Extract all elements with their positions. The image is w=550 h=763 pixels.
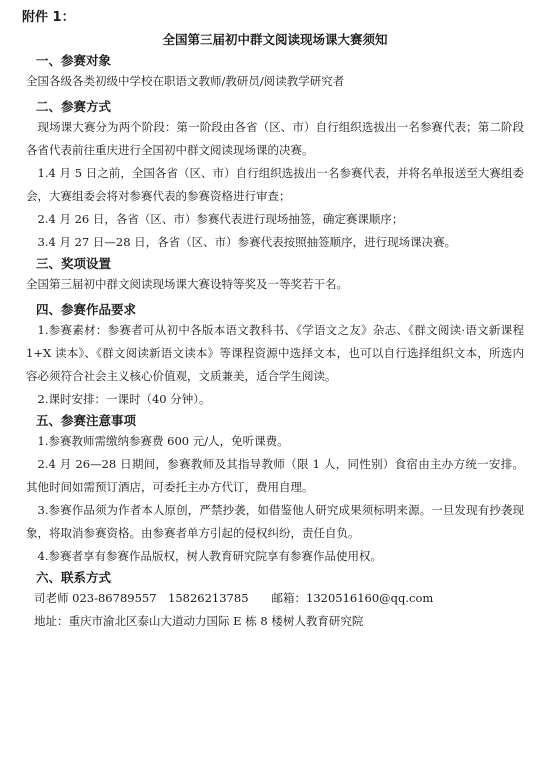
participants-text: 全国各级各类初级中学校在职语文教师/教研员/阅读教学研究者 xyxy=(26,74,345,88)
section-heading-method: 二、参赛方式 xyxy=(36,99,112,114)
section-heading-requirements: 四、参赛作品要求 xyxy=(36,302,137,317)
document-body xyxy=(26,51,524,633)
awards-text: 全国第三届初中群文阅读现场课大赛设特等奖及一等奖若干名。 xyxy=(26,277,348,291)
method-overview: 现场课大赛分为两个阶段：第一阶段由各省（区、市）自行组织选拔出一名参赛代表；第二阶段各省代表前往重庆进行全国初中群文阅读现场课的决赛。 xyxy=(26,120,524,157)
requirement-materials: 1.参赛素材：参赛者可从初中各版本语文教科书、《学语文之友》杂志、《群文阅读·语文新课程 1+X 读本》、《群文阅读新语文读本》等课程资源中选择文本，也可以自行选择组织文本，所选内容必须符合社会主义核心价值观，文质兼美，适合学生阅读。 xyxy=(26,323,524,383)
method-step-3: 3.4 月 27 日—28 日，各省（区、市）参赛代表按照抽签顺序，进行现场课决赛。 xyxy=(37,235,457,249)
note-originality: 3.参赛作品须为作者本人原创，严禁抄袭，如借鉴他人研究成果须标明来源。一旦发现有抄袭现象，将取消参赛资格。由参赛者单方引起的侵权纠纷，责任自负。 xyxy=(26,503,524,540)
method-step-1: 1.4 月 5 日之前，全国各省（区、市）自行组织选拔出一名参赛代表，并将名单报送至大赛组委会，大赛组委会将对参赛代表的参赛资格进行审查； xyxy=(26,166,524,203)
document-title: 全国第三届初中群文阅读现场课大赛须知 xyxy=(162,32,388,47)
note-accommodation: 2.4 月 26—28 日期间，参赛教师及其指导教师（限 1 人，同性别）食宿由主办方统一安排。其他时间如需预订酒店，可委托主办方代订，费用自理。 xyxy=(26,457,524,494)
note-fee: 1.参赛教师需缴纳参赛费 600 元/人，免听课费。 xyxy=(37,434,289,448)
requirement-duration: 2.课时安排：一课时（40 分钟）。 xyxy=(37,392,211,406)
attachment-label: 附件 1： xyxy=(22,10,75,25)
contact-info: 司老师 023-86789557 15826213785 邮箱：1320516160@qq.com xyxy=(34,591,434,605)
section-heading-awards: 三、奖项设置 xyxy=(36,256,112,271)
note-copyright: 4.参赛者享有参赛作品版权，树人教育研究院享有参赛作品使用权。 xyxy=(37,549,382,563)
method-step-2: 2.4 月 26 日，各省（区、市）参赛代表进行现场抽签，确定赛课顺序； xyxy=(37,212,404,226)
section-heading-notes: 五、参赛注意事项 xyxy=(36,413,137,428)
section-heading-participants: 一、参赛对象 xyxy=(36,53,112,68)
section-heading-contact: 六、联系方式 xyxy=(36,570,112,585)
contact-address: 地址：重庆市渝北区泰山大道动力国际 E 栋 8 楼树人教育研究院 xyxy=(34,614,364,628)
